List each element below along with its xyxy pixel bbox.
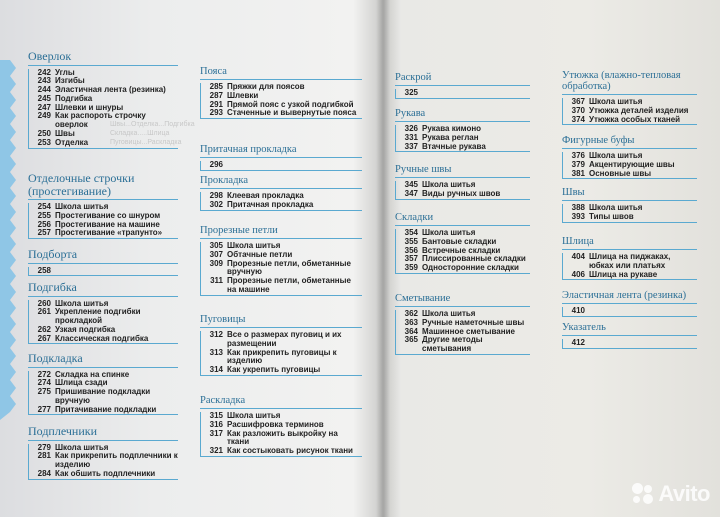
section-rule — [28, 296, 178, 297]
toc-entry[interactable] — [29, 470, 178, 479]
section-rule — [200, 408, 362, 409]
entry-title: Прямой пояс с узкой подгибкой — [227, 99, 354, 109]
toc-entry[interactable] — [563, 307, 697, 316]
toc-entry[interactable] — [201, 349, 362, 367]
section-title: Подплечники — [28, 424, 97, 438]
entry-title: Шлица на пиджаках, юбках или платьях — [589, 252, 671, 270]
toc-entry[interactable] — [563, 271, 697, 280]
toc-entry[interactable] — [29, 335, 178, 344]
section-rule — [28, 199, 178, 200]
page-number: 410 — [571, 306, 585, 315]
entry-title: Рукава кимоно — [422, 124, 482, 133]
page-number: 355 — [404, 236, 418, 246]
toc-entry[interactable] — [396, 89, 530, 98]
page-number: 267 — [37, 333, 51, 343]
page-number: 253 — [37, 137, 51, 147]
toc-entry[interactable] — [29, 130, 178, 139]
page-number: 260 — [37, 298, 51, 308]
section-title: Оверлок — [28, 49, 72, 63]
toc-section — [200, 144, 362, 171]
section-title: Подкладка — [28, 351, 83, 365]
toc-section — [28, 352, 178, 415]
page-number: 357 — [404, 254, 418, 264]
page-number: 243 — [37, 76, 51, 86]
section-rule — [200, 327, 362, 328]
entry-title: Шлица сзади — [55, 378, 108, 388]
page-number: 314 — [209, 365, 223, 375]
section-entries — [395, 229, 530, 274]
section-entries — [28, 203, 178, 239]
entry-title: Школа шитья — [589, 151, 643, 160]
page-number: 258 — [37, 265, 51, 275]
page-number: 316 — [209, 419, 223, 429]
toc-section — [395, 108, 530, 152]
toc-section — [200, 175, 362, 211]
section-rule — [562, 200, 697, 201]
page-number: 254 — [37, 202, 51, 211]
entry-title: Школа шитья — [422, 309, 476, 318]
section-title: Подборта — [28, 247, 78, 261]
page-number: 296 — [209, 160, 223, 169]
section-title: Складки — [395, 212, 434, 223]
entry-title: Простегивание «трапунто» — [55, 228, 163, 238]
section-title: Раскрой — [395, 72, 432, 83]
section-rule — [200, 157, 362, 158]
section-rule — [562, 94, 697, 95]
toc-entry[interactable] — [396, 190, 530, 199]
entry-title: Ручные наметочные швы — [422, 317, 525, 327]
toc-section — [28, 248, 178, 276]
section-rule — [28, 440, 178, 441]
toc-entry[interactable] — [29, 69, 178, 78]
section-rule — [28, 65, 178, 66]
entry-title: Односторонние складки — [422, 263, 519, 273]
section-rule — [562, 335, 697, 336]
page-number: 374 — [571, 114, 585, 124]
toc-section — [200, 225, 362, 296]
page-number: 325 — [404, 88, 418, 97]
section-entries — [395, 125, 530, 152]
section-rule — [395, 121, 530, 122]
entry-title: Пришивание подкладки вручную — [55, 387, 151, 405]
toc-entry[interactable] — [201, 161, 362, 170]
entry-title: Складка на спинке — [55, 369, 130, 379]
page-number: 285 — [209, 82, 223, 91]
entry-title: Стаченные и вывернутые пояса — [227, 108, 357, 118]
entry-title: Эластичная лента (резинка) — [55, 85, 166, 95]
toc-entry[interactable] — [396, 143, 530, 152]
entry-title: Школа шитья — [422, 228, 476, 237]
page-number: 412 — [571, 338, 585, 347]
page-number: 315 — [209, 411, 223, 420]
toc-entry[interactable] — [29, 388, 178, 406]
entry-title: Простегивание со шнуром — [55, 210, 161, 220]
page-number: 287 — [209, 90, 223, 100]
section-entries — [200, 192, 362, 211]
page-number: 381 — [571, 168, 585, 178]
section-entries — [28, 69, 178, 149]
entry-title: Школа шитья — [422, 180, 476, 189]
page-number: 245 — [37, 93, 51, 103]
toc-section — [28, 172, 178, 239]
section-title: Раскладка — [200, 395, 246, 406]
page-number: 326 — [404, 124, 418, 133]
section-entries — [200, 242, 362, 296]
section-entries — [395, 310, 530, 355]
section-entries — [200, 161, 362, 171]
page-number: 347 — [404, 188, 418, 198]
page-number: 337 — [404, 141, 418, 151]
section-title: Отделочные строчки (простегивание) — [28, 171, 135, 198]
page-number: 272 — [37, 369, 51, 379]
section-rule — [28, 263, 178, 264]
toc-entry[interactable] — [563, 339, 697, 348]
toc-section — [28, 281, 178, 344]
page-number: 247 — [37, 102, 51, 112]
section-title: Прорезные петли — [200, 225, 278, 236]
toc-entry[interactable] — [201, 366, 362, 375]
entry-title: Школа шитья — [55, 202, 109, 211]
toc-entry[interactable] — [201, 109, 362, 118]
section-title: Ручные швы — [395, 164, 452, 175]
page-number: 406 — [571, 269, 585, 279]
entry-title: Как прикрепить подплечники к изделию — [55, 451, 178, 470]
entry-title: Обтачные петли — [227, 249, 293, 259]
toc-entry[interactable] — [201, 430, 362, 448]
entry-title: Бантовые складки — [422, 236, 497, 246]
toc-entry[interactable] — [201, 83, 362, 92]
page-number: 284 — [37, 468, 51, 478]
toc-section — [28, 50, 178, 149]
toc-section — [562, 70, 697, 125]
toc-entry[interactable] — [201, 201, 362, 210]
toc-entry[interactable] — [29, 308, 178, 326]
entry-title: Швы — [55, 129, 75, 139]
page-number: 257 — [37, 228, 51, 238]
section-title: Пояса — [200, 66, 227, 77]
entry-title: Прорезные петли, обметанные на машине — [227, 276, 351, 294]
toc-section — [395, 164, 530, 200]
entry-title: Узкая подгибка — [55, 324, 116, 334]
watermark-text: Avito — [658, 481, 710, 506]
section-rule — [200, 188, 362, 189]
entry-title: Подгибка — [55, 93, 93, 103]
toc-section — [562, 322, 697, 349]
page-number: 277 — [37, 404, 51, 414]
section-rule — [200, 238, 362, 239]
toc-entry[interactable] — [201, 260, 362, 278]
page-number: 256 — [37, 219, 51, 229]
entry-title: Основные швы — [589, 168, 652, 178]
section-title: Пуговицы — [200, 314, 246, 325]
entry-title: Шлица на рукаве — [589, 269, 658, 279]
page-number: 359 — [404, 263, 418, 273]
page-number: 244 — [37, 85, 51, 95]
toc-entry[interactable] — [201, 447, 362, 456]
entry-title: Изгибы — [55, 76, 85, 86]
toc-section — [562, 135, 697, 179]
section-title: Фигурные буфы — [562, 135, 635, 146]
page-number: 331 — [404, 132, 418, 142]
section-title: Эластичная лента (резинка) — [562, 290, 687, 301]
book-gutter — [376, 0, 390, 517]
toc-entry[interactable] — [29, 406, 178, 415]
section-title: Утюжка (влажно-тепловая обработка) — [562, 70, 681, 92]
section-entries — [200, 331, 362, 376]
entry-title: Машинное сметывание — [422, 326, 515, 336]
entry-title: Встречные складки — [422, 245, 501, 255]
page-number: 365 — [404, 335, 418, 345]
toc-entry[interactable] — [396, 264, 530, 273]
toc-entry[interactable] — [29, 86, 178, 95]
entry-title: Как обшить подплечники — [55, 468, 156, 478]
entry-title: Как распороть строчку оверлок — [55, 111, 146, 130]
section-rule — [395, 225, 530, 226]
page-number: 293 — [209, 108, 223, 118]
toc-section — [28, 425, 178, 480]
page-number: 249 — [37, 111, 51, 121]
entry-title: Утюжка особых тканей — [589, 114, 681, 124]
section-title: Подгибка — [28, 280, 77, 294]
section-rule — [28, 367, 178, 368]
page-number: 302 — [209, 199, 223, 209]
page-number: 370 — [571, 105, 585, 115]
entry-title: Плиссированные складки — [422, 254, 526, 264]
section-title: Рукава — [395, 108, 426, 119]
page-number: 356 — [404, 245, 418, 255]
page-number: 367 — [571, 97, 585, 106]
section-entries — [200, 412, 362, 457]
toc-section — [200, 66, 362, 119]
page-number: 307 — [209, 249, 223, 259]
entry-title: Акцентирующие швы — [589, 159, 675, 169]
entry-title: Школа шитья — [589, 97, 643, 106]
entry-title: Школа шитья — [55, 442, 109, 452]
section-rule — [395, 177, 530, 178]
page-number: 262 — [37, 324, 51, 334]
entry-title: Утюжка деталей изделия — [589, 105, 689, 115]
toc-section — [200, 314, 362, 376]
toc-section — [395, 212, 530, 274]
toc-entry[interactable] — [29, 139, 178, 148]
section-entries — [395, 181, 530, 200]
page-number: 362 — [404, 309, 418, 318]
page-number: 275 — [37, 387, 51, 397]
page-number: 261 — [37, 307, 51, 317]
page-number: 250 — [37, 129, 51, 139]
page-number: 363 — [404, 317, 418, 327]
entry-title: Все о размерах пуговиц и их размещении — [227, 330, 342, 348]
entry-title: Как разложить выкройку на ткани — [227, 428, 338, 447]
page-number: 317 — [209, 428, 223, 438]
section-title: Шлица — [562, 236, 594, 247]
section-title: Сметывание — [395, 293, 451, 304]
page-number: 388 — [571, 203, 585, 212]
entry-title: Прорезные петли, обметанные вручную — [227, 258, 351, 277]
page-number: 305 — [209, 241, 223, 250]
toc-entry[interactable] — [29, 112, 178, 130]
section-entries — [395, 89, 530, 99]
entry-title: Шлевки и шнуры — [55, 102, 124, 112]
toc-entry[interactable] — [563, 253, 697, 271]
page-number: 312 — [209, 330, 223, 339]
page-number: 345 — [404, 180, 418, 189]
section-rule — [200, 79, 362, 80]
toc-section — [395, 72, 530, 99]
toc-section — [562, 236, 697, 280]
toc-section — [200, 395, 362, 457]
entry-title: Углы — [55, 67, 75, 77]
entry-title: Притачивание подкладки — [55, 404, 157, 414]
page-number: 309 — [209, 258, 223, 268]
entry-title: Рукава реглан — [422, 132, 479, 142]
page-number: 379 — [571, 159, 585, 169]
section-title: Прокладка — [200, 175, 249, 186]
page-number: 321 — [209, 446, 223, 456]
entry-title: Шлевки — [227, 90, 259, 100]
entry-title: Притачная прокладка — [227, 199, 314, 209]
toc-entry[interactable] — [396, 336, 530, 354]
bleed-through-text: Швы...Отделка...Подгибка Складка.....Шлица Пуговицы...Раскладка — [110, 121, 195, 146]
entry-title: Расшифровка терминов — [227, 419, 324, 429]
page-number: 313 — [209, 347, 223, 357]
toc-entry[interactable] — [563, 116, 697, 125]
section-entries — [200, 83, 362, 119]
section-entries — [562, 339, 697, 349]
page-number: 376 — [571, 151, 585, 160]
entry-title: Как состыковать рисунок ткани — [227, 446, 353, 456]
section-entries — [28, 300, 178, 345]
entry-title: Как прикрепить пуговицы к изделию — [227, 347, 337, 366]
section-entries — [562, 307, 697, 317]
entry-title: Пряжки для поясов — [227, 82, 305, 91]
page-number: 298 — [209, 191, 223, 200]
page-number: 242 — [37, 67, 51, 77]
toc-entry[interactable] — [201, 277, 362, 295]
section-rule — [395, 306, 530, 307]
entry-title: Виды ручных швов — [422, 188, 501, 198]
entry-title: Классическая подгибка — [55, 333, 149, 343]
page-number: 393 — [571, 211, 585, 221]
section-entries — [28, 444, 178, 480]
section-entries — [562, 152, 697, 179]
toc-entry[interactable] — [563, 170, 697, 179]
section-entries — [562, 204, 697, 223]
toc-entry[interactable] — [563, 213, 697, 222]
page-number: 364 — [404, 326, 418, 336]
section-entries — [562, 253, 697, 280]
page-number: 279 — [37, 442, 51, 452]
page-number: 354 — [404, 228, 418, 237]
page-number: 404 — [571, 252, 585, 261]
entry-title: Клеевая прокладка — [227, 191, 304, 200]
avito-watermark — [632, 481, 710, 507]
entry-title: Школа шитья — [227, 411, 281, 420]
toc-entry[interactable] — [201, 331, 362, 349]
entry-title: Простегивание на машине — [55, 219, 160, 229]
page-number: 274 — [37, 378, 51, 388]
entry-title: Школа шитья — [589, 203, 643, 212]
section-rule — [395, 85, 530, 86]
entry-title: Отделка — [55, 137, 89, 147]
toc-section — [395, 293, 530, 355]
section-title: Притачная прокладка — [200, 144, 297, 155]
section-rule — [562, 303, 697, 304]
section-entries — [28, 371, 178, 416]
toc-entry[interactable] — [29, 452, 178, 470]
section-entries — [28, 267, 178, 277]
section-entries — [562, 98, 697, 125]
entry-title: Школа шитья — [227, 241, 281, 250]
page-number: 281 — [37, 451, 51, 461]
entry-title: Укрепление подгибки прокладкой — [55, 307, 141, 326]
entry-title: Втачные рукава — [422, 141, 486, 151]
entry-title: Другие методы сметывания — [422, 335, 483, 354]
section-rule — [562, 249, 697, 250]
entry-title: Типы швов — [589, 211, 634, 221]
toc-section — [562, 290, 697, 317]
toc-section — [562, 187, 697, 223]
page-number: 291 — [209, 99, 223, 109]
section-title: Швы — [562, 187, 585, 198]
toc-entry[interactable] — [29, 267, 178, 276]
avito-logo-icon — [632, 483, 654, 505]
page-number: 255 — [37, 210, 51, 220]
section-rule — [562, 148, 697, 149]
entry-title: Как укрепить пуговицы — [227, 365, 321, 375]
section-title: Указатель — [562, 322, 606, 333]
entry-title: Школа шитья — [55, 298, 109, 308]
toc-entry[interactable] — [29, 229, 178, 238]
page-number: 311 — [210, 276, 223, 286]
